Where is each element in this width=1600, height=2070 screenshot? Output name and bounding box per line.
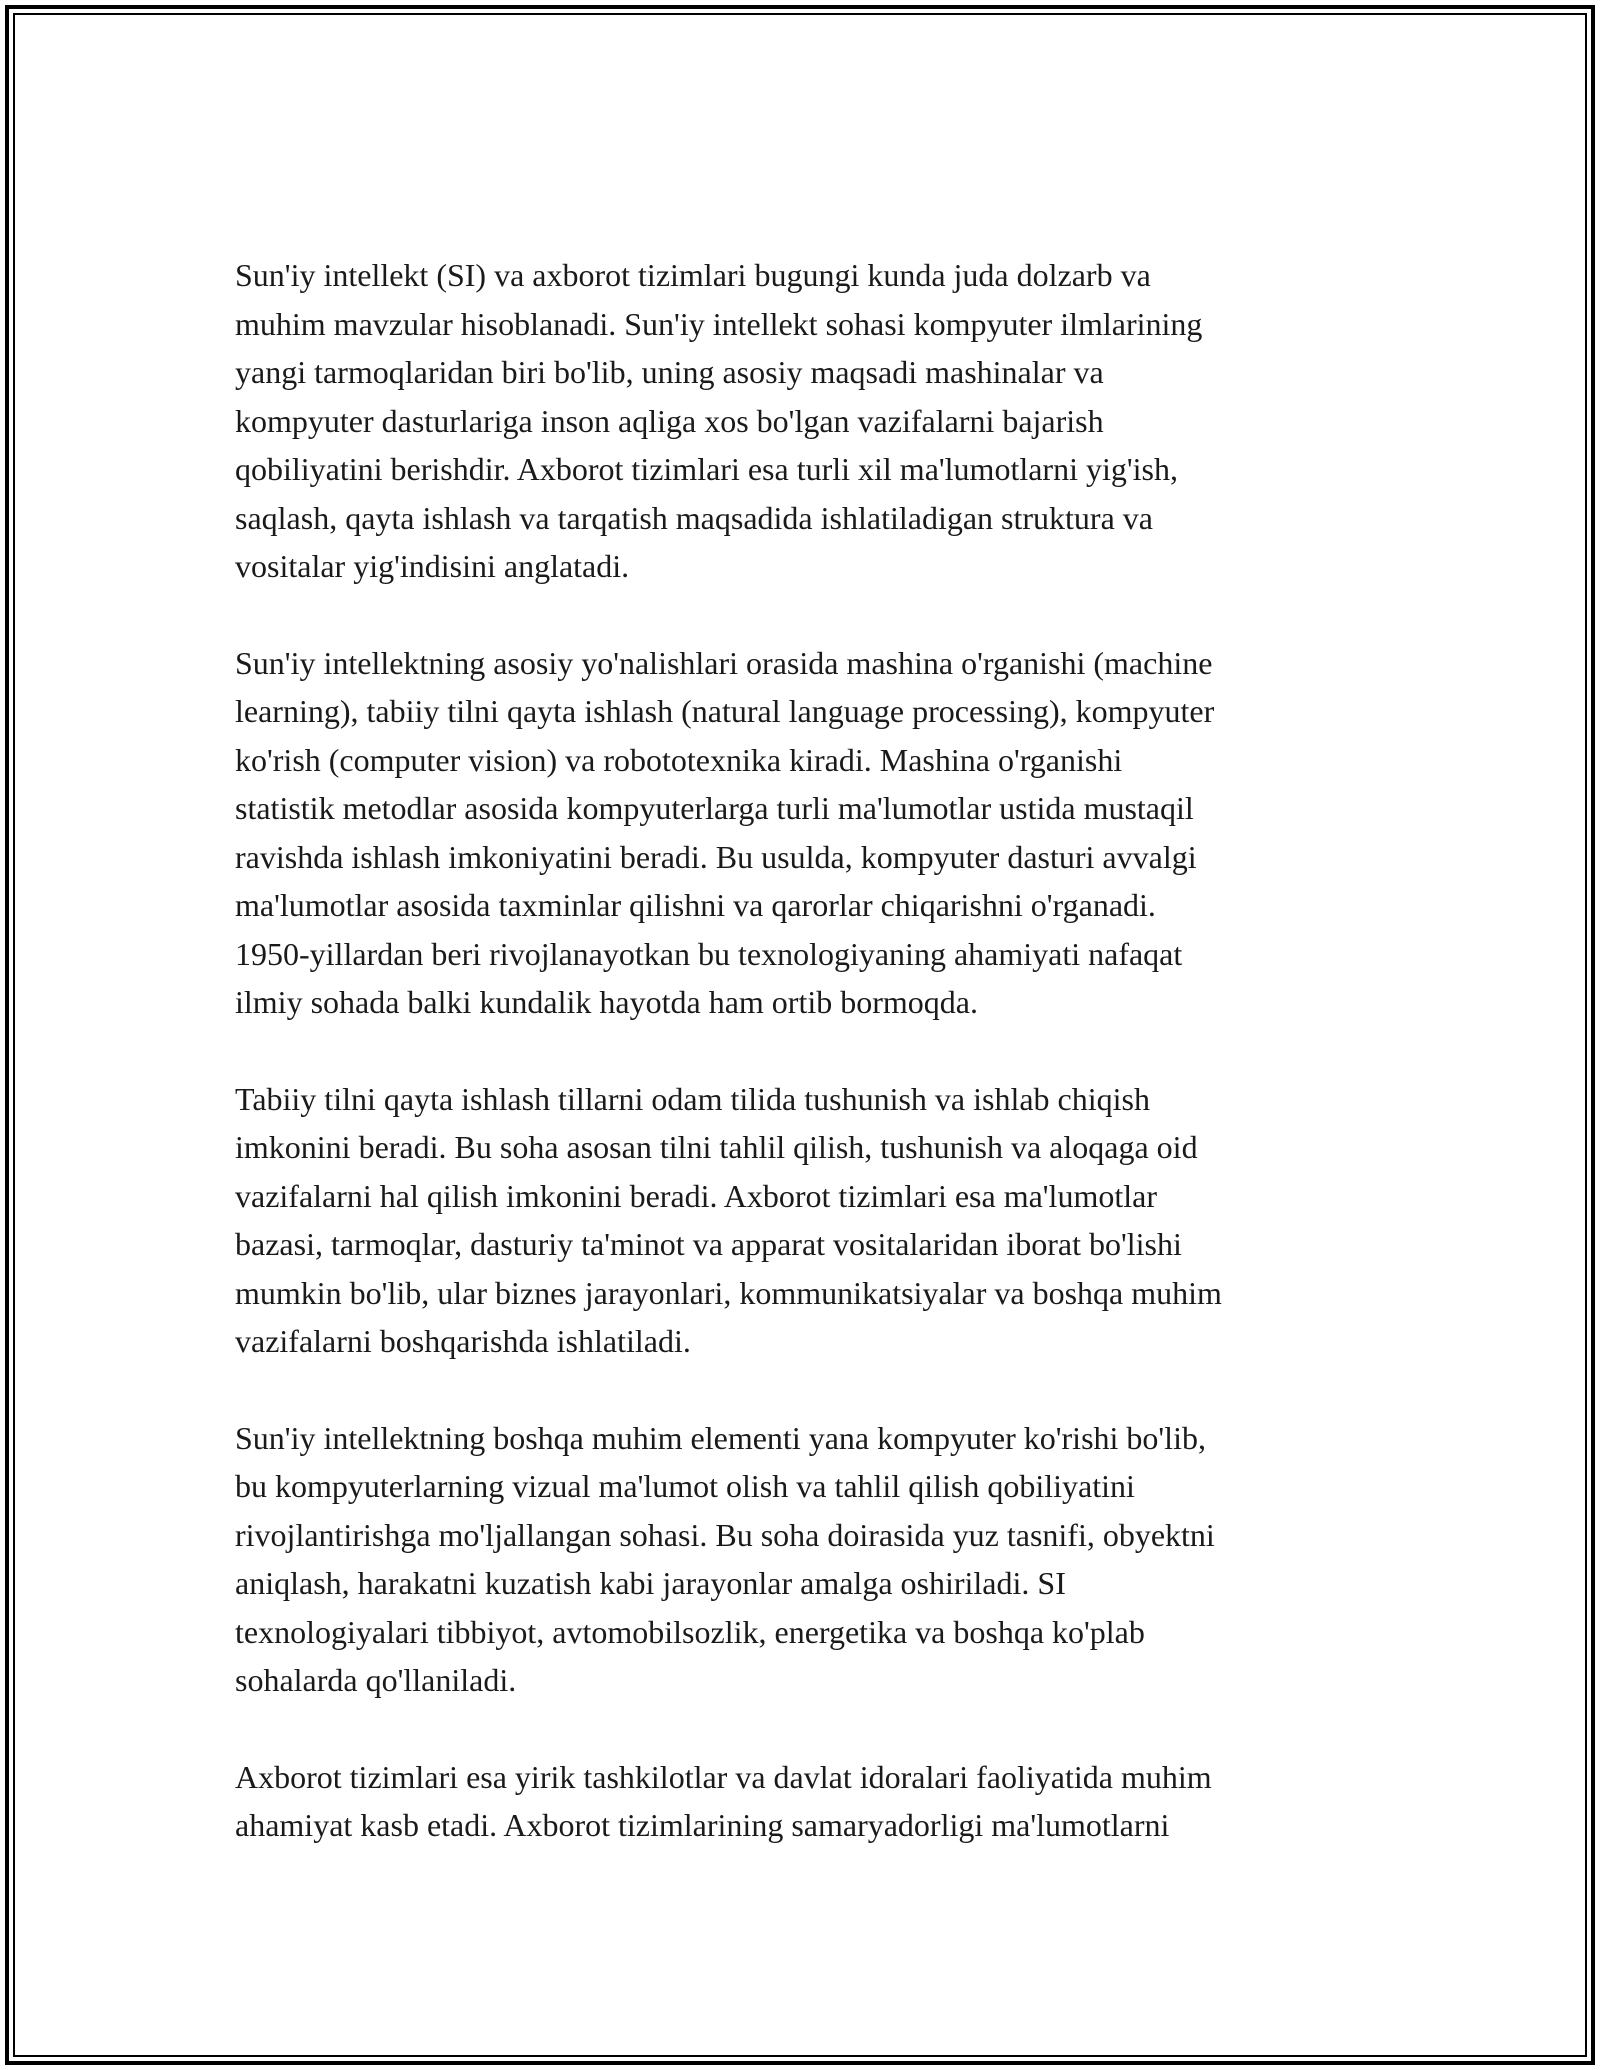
paragraph-5: [235, 1753, 1375, 1850]
text-line: bu kompyuterlarning vizual ma'lumot olish va tahlil qilish qobiliyatini: [235, 1468, 1135, 1504]
paragraph-1: [235, 251, 1375, 591]
text-line: ahamiyat kasb etadi. Axborot tizimlarining samaryadorligi ma'lumotlarni: [235, 1807, 1170, 1843]
text-line: vositalar yig'indisini anglatadi.: [235, 548, 630, 584]
text-line: yangi tarmoqlaridan biri bo'lib, uning asosiy maqsadi mashinalar va: [235, 354, 1104, 390]
text-line: sohalarda qo'llaniladi.: [235, 1662, 517, 1698]
text-line: bazasi, tarmoqlar, dasturiy ta'minot va apparat vositalaridan iborat bo'lishi: [235, 1226, 1182, 1262]
text-line: mumkin bo'lib, ular biznes jarayonlari, kommunikatsiyalar va boshqa muhim: [235, 1274, 1222, 1311]
text-line: statistik metodlar asosida kompyuterlarga turli ma'lumotlar ustida mustaqil: [235, 790, 1194, 826]
text-line: muhim mavzular hisoblanadi. Sun'iy intellekt sohasi kompyuter ilmlarining: [235, 305, 1203, 342]
paragraph-2: [235, 639, 1375, 1027]
text-line: Sun'iy intellektning boshqa muhim elementi yana kompyuter ko'rishi bo'lib,: [235, 1419, 1206, 1456]
text-line: ravishda ishlash imkoniyatini beradi. Bu usulda, kompyuter dasturi avvalgi: [235, 838, 1197, 875]
text-line: learning), tabiiy tilni qayta ishlash (natural language processing), kompyuter: [235, 693, 1215, 729]
text-line: saqlash, qayta ishlash va tarqatish maqsadida ishlatiladigan struktura va: [235, 499, 1153, 536]
text-line: ilmiy sohada balki kundalik hayotda ham ortib bormoqda.: [235, 984, 978, 1020]
paragraph-3: [235, 1075, 1375, 1366]
text-line: ma'lumotlar asosida taxminlar qilishni va qarorlar chiqarishni o'rganadi.: [235, 887, 1156, 923]
text-line: qobiliyatini berishdir. Axborot tizimlari esa turli xil ma'lumotlarni yig'ish,: [235, 451, 1178, 487]
text-line: aniqlash, harakatni kuzatish kabi jarayonlar amalga oshiriladi. SI: [235, 1565, 1066, 1601]
text-line: vazifalarni hal qilish imkonini beradi. Axborot tizimlari esa ma'lumotlar: [235, 1177, 1157, 1214]
text-line: texnologiyalari tibbiyot, avtomobilsozlik, energetika va boshqa ko'plab: [235, 1613, 1145, 1650]
text-line: 1950-yillardan beri rivojlanayotkan bu texnologiyaning ahamiyati nafaqat: [235, 935, 1183, 972]
text-line: ko'rish (computer vision) va robototexnika kiradi. Mashina o'rganishi: [235, 741, 1123, 778]
text-line: rivojlantirishga mo'ljallangan sohasi. Bu soha doirasida yuz tasnifi, obyektni: [235, 1516, 1215, 1553]
text-line: vazifalarni boshqarishda ishlatiladi.: [235, 1323, 691, 1359]
text-line: Sun'iy intellektning asosiy yo'nalishlari orasida mashina o'rganishi (machine: [235, 644, 1213, 681]
text-line: kompyuter dasturlariga inson aqliga xos bo'lgan vazifalarni bajarish: [235, 402, 1104, 439]
text-line: Sun'iy intellekt (SI) va axborot tizimlari bugungi kunda juda dolzarb va: [235, 257, 1151, 293]
text-line: Tabiiy tilni qayta ishlash tillarni odam tilida tushunish va ishlab chiqish: [235, 1080, 1150, 1117]
document-body: [235, 251, 1375, 1898]
paragraph-4: [235, 1414, 1375, 1705]
text-line: imkonini beradi. Bu soha asosan tilni tahlil qilish, tushunish va aloqaga oid: [235, 1129, 1198, 1165]
text-line: Axborot tizimlari esa yirik tashkilotlar va davlat idoralari faoliyatida muhim: [235, 1758, 1212, 1795]
